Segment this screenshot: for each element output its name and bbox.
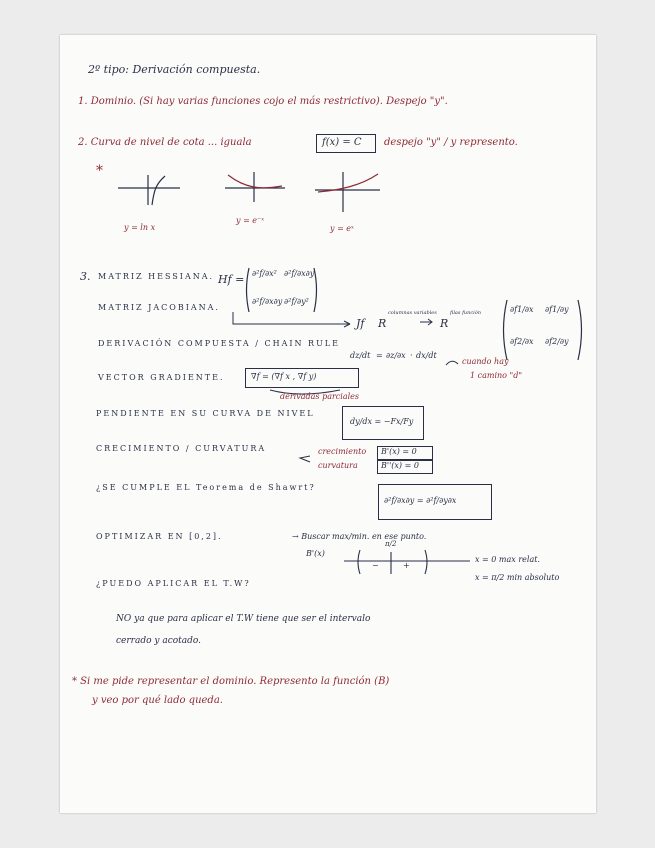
jacobian-jf: Jf [356, 317, 365, 330]
growth-label: CRECIMIENTO / CURVATURA [96, 444, 267, 453]
jacobian-right-paren [578, 300, 582, 360]
sketch-label-exp: y = eˣ [330, 224, 354, 233]
jacobian-r-col-note: columnas variables [388, 310, 437, 316]
jacobian-label: MATRIZ JACOBIANA. [98, 303, 220, 312]
hessian-h21: ∂²f/∂x∂y [252, 297, 283, 306]
hessian-hf: Hf = [218, 273, 245, 286]
jacobian-j11: ∂f1/∂x [510, 305, 534, 314]
sketch-ln-graph [118, 175, 180, 205]
optimize-result-1: x = 0 max relat. [475, 555, 540, 564]
star-mark: * [96, 163, 103, 179]
jacobian-r-fil-note: filas función [450, 310, 481, 316]
footer-note-1: * Si me pide representar el dominio. Represento la función (B) [72, 676, 390, 687]
sign-chart-function: B'(x) [306, 549, 325, 558]
chain-dot: · [410, 351, 413, 360]
schwarz-formula: ∂²f/∂x∂y = ∂²f/∂y∂x [384, 496, 457, 505]
hessian-right-paren [314, 268, 317, 312]
section-3-number: 3. [80, 270, 91, 283]
optimize-result-2: x = π/2 min absoluto [475, 573, 560, 582]
schwarz-label: ¿SE CUMPLE EL Teorema de Shawrt? [96, 483, 316, 492]
optimize-note: → Buscar max/min. en ese punto. [292, 532, 427, 541]
jacobian-j21: ∂f2/∂x [510, 337, 534, 346]
sketch-exp-neg-graph [225, 172, 285, 202]
jacobian-arrow [233, 312, 350, 324]
footer-note-2: y veo por qué lado queda. [92, 695, 223, 706]
chain-note-1: cuando hay [462, 357, 509, 366]
optimize-label: OPTIMIZAR EN [0,2]. [96, 532, 223, 541]
item-2-curva: 2. Curva de nivel de cota ... iguala [78, 137, 252, 148]
hessian-h12: ∂²f/∂x∂y [284, 269, 315, 278]
chain-dz-dx: ∂z/∂x [386, 351, 406, 360]
sign-chart-top: π/2 [385, 540, 397, 548]
tw-label: ¿PUEDO APLICAR EL T.W? [96, 579, 251, 588]
tw-answer-1: NO ya que para aplicar el T.W tiene que ser el intervalo [116, 614, 371, 624]
chain-equals: = [376, 351, 383, 360]
gradient-formula: ∇f = (∇f x , ∇f y) [251, 372, 317, 381]
hessian-label: MATRIZ HESSIANA. [98, 272, 215, 281]
jacobian-j22: ∂f2/∂y [545, 337, 569, 346]
item-1-dominio: 1. Dominio. (Si hay varias funciones cojo el más restrictivo). Despejo "y". [78, 96, 448, 107]
hessian-left-paren [247, 268, 250, 312]
slope-label: PENDIENTE EN SU CURVA DE NIVEL [96, 409, 315, 418]
gradient-label: VECTOR GRADIENTE. [98, 373, 225, 382]
jacobian-j12: ∂f1/∂y [545, 305, 569, 314]
sketch-label-ln: y = ln x [124, 223, 156, 232]
growth-formula-1: B'(x) = 0 [381, 447, 417, 456]
chain-dz-dt: dz/dt [350, 351, 371, 360]
chain-dx-dt: dx/dt [416, 351, 437, 360]
level-curve-formula: f(x) = C [322, 137, 362, 148]
tw-answer-2: cerrado y acotado. [116, 636, 202, 646]
sketch-label-exp-neg: y = e⁻ˣ [236, 216, 265, 225]
hessian-h22: ∂²f/∂y² [284, 297, 309, 306]
jacobian-left-paren [504, 300, 508, 360]
gradient-note: derivadas parciales [280, 392, 359, 401]
growth-sub-1: crecimiento [318, 447, 367, 456]
page-title: 2º tipo: Derivación compuesta. [88, 63, 261, 76]
hessian-h11: ∂²f/∂x² [252, 269, 277, 278]
chain-rule-label: DERIVACIÓN COMPUESTA / CHAIN RULE [98, 339, 340, 348]
chain-note-2: 1 camino "d" [470, 371, 523, 380]
jacobian-r-fil: R [440, 317, 449, 330]
growth-formula-2: B''(x) = 0 [381, 461, 419, 470]
growth-sub-2: curvatura [318, 461, 358, 470]
sign-chart-plus: + [403, 561, 410, 570]
jacobian-r-col: R [378, 317, 387, 330]
slope-formula: dy/dx = −Fx/Fy [350, 417, 414, 426]
item-2-despejo: despejo "y" / y represento. [384, 137, 518, 148]
sketch-exp-graph [315, 172, 380, 212]
sign-chart-minus: − [372, 561, 379, 570]
